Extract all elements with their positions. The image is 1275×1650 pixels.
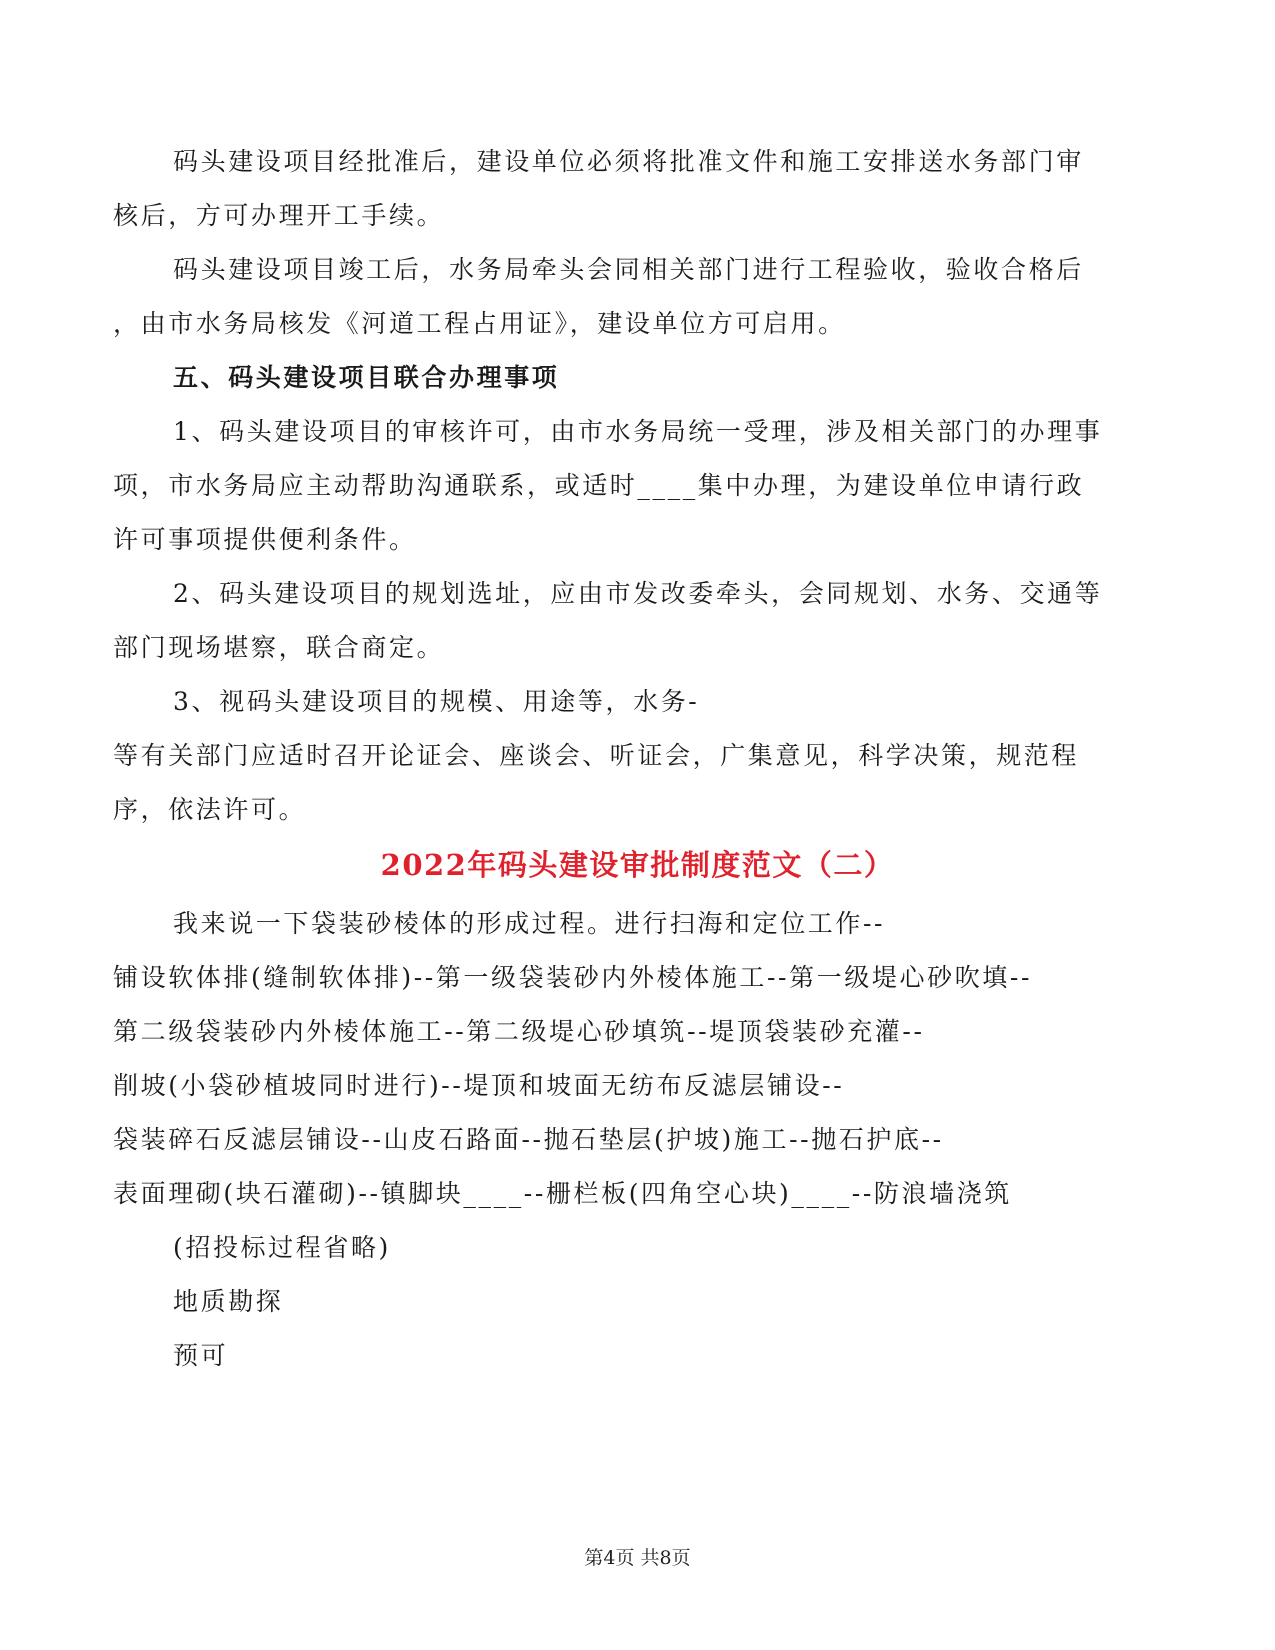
paragraph-line: 3、视码头建设项目的规模、用途等，水务- [173,687,700,716]
paragraph-line: 袋装碎石反滤层铺设--山皮石路面--抛石垫层(护坡)施工--抛石护底-- [113,1125,944,1154]
paragraph-line: 第二级袋装砂内外棱体施工--第二级堤心砂填筑--堤顶袋装砂充灌-- [113,1017,925,1046]
paragraph-line: 序，依法许可。 [113,795,307,824]
paragraph-line: 许可事项提供便利条件。 [113,525,417,554]
paragraph-line: 预可 [173,1341,229,1370]
section-heading: 五、码头建设项目联合办理事项 [173,363,560,392]
paragraph-line: 2、码头建设项目的规划选址，应由市发改委牵头，会同规划、水务、交通等 [173,579,1103,608]
paragraph-line: 部门现场堪察，联合商定。 [113,633,445,662]
paragraph-line: 核后，方可办理开工手续。 [113,201,445,230]
paragraph-line: ，由市水务局核发《河道工程占用证》，建设单位方可启用。 [113,309,846,338]
paragraph-line: 表面理砌(块石灌砌)--镇脚块____--栅栏板(四角空心块)____--防浪墙浇筑 [113,1179,1012,1208]
paragraph-line: 项，市水务局应主动帮助沟通联系，或适时____集中办理，为建设单位申请行政 [113,471,1085,500]
document-title: 2022年码头建设审批制度范文（二） [380,848,895,882]
paragraph-line: 铺设软体排(缝制软体排)--第一级袋装砂内外棱体施工--第一级堤心砂吹填-- [113,963,1032,992]
paragraph-line: (招投标过程省略) [173,1233,391,1262]
paragraph-line: 我来说一下袋装砂棱体的形成过程。进行扫海和定位工作-- [173,909,886,938]
paragraph-line: 码头建设项目竣工后，水务局牵头会同相关部门进行工程验收，验收合格后 [173,255,1084,284]
page-footer: 第4页 共8页 [584,1547,691,1569]
paragraph-line: 削坡(小袋砂植坡同时进行)--堤顶和坡面无纺布反滤层铺设-- [113,1071,845,1100]
paragraph-line: 1、码头建设项目的审核许可，由市水务局统一受理，涉及相关部门的办理事 [173,417,1103,446]
paragraph-line: 码头建设项目经批准后，建设单位必须将批准文件和施工安排送水务部门审 [173,147,1084,176]
paragraph-line: 等有关部门应适时召开论证会、座谈会、听证会，广集意见，科学决策，规范程 [113,741,1080,770]
paragraph-line: 地质勘探 [173,1287,284,1316]
